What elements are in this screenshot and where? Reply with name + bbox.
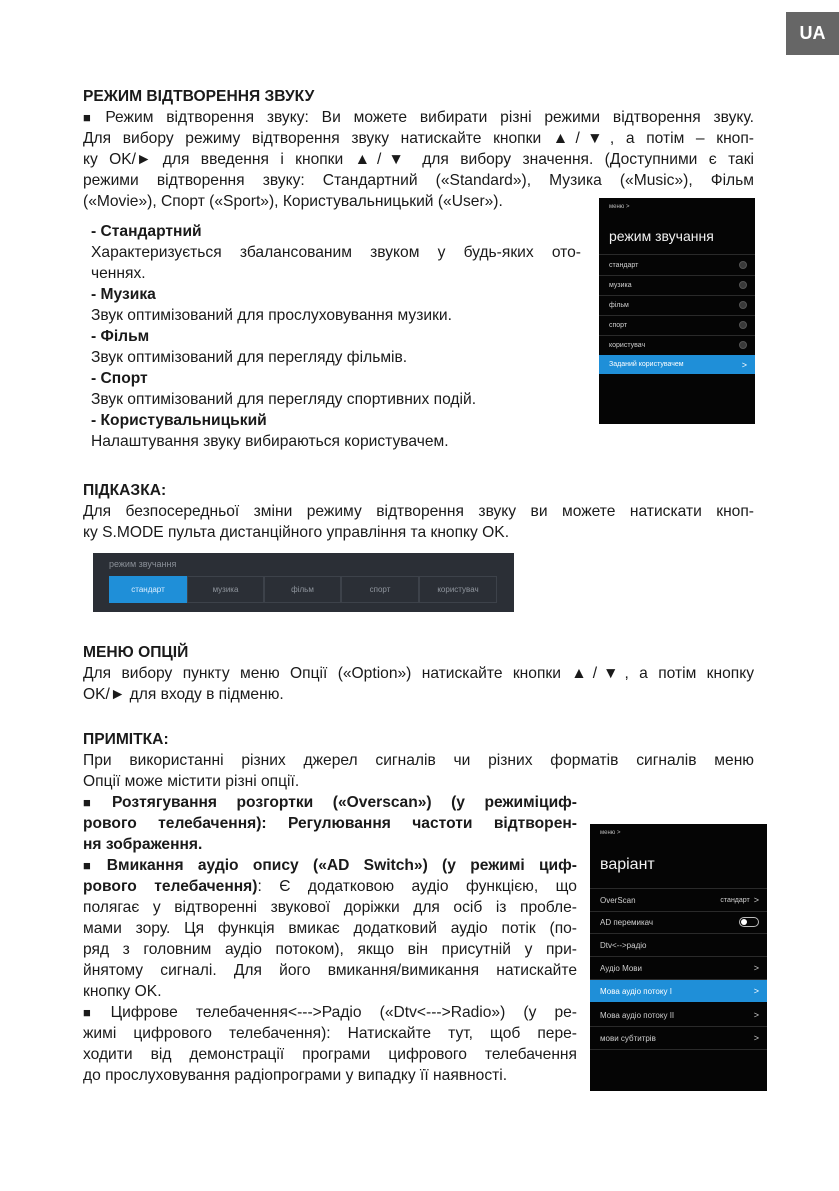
sound-mode-heading: РЕЖИМ ВІДТВОРЕННЯ ЗВУКУ (83, 88, 315, 105)
tip-heading: ПІДКАЗКА: (83, 482, 167, 499)
chevron-right-icon: > (753, 1010, 759, 1020)
menu-item[interactable] (599, 254, 755, 276)
note-heading: ПРИМІТКА: (83, 731, 169, 748)
options-line: Для вибору пункту меню Опції («Option») натискайте кнопки ▲/▼, а потім кнопку (83, 665, 754, 682)
dtv-line: до прослуховування радіопрограми у випадку її наявності. (83, 1067, 508, 1084)
mode-desc: ченнях. (91, 265, 146, 282)
option-label: мови субтитрів (600, 1033, 656, 1043)
note-line: Опції може містити різні опції. (83, 773, 300, 790)
option-row-subtitle-languages[interactable] (590, 1027, 767, 1050)
intro-line: Для вибору режиму відтворення звуку натискайте кнопки ▲/▼, а потім – кноп- (83, 130, 754, 147)
sound-mode-list (91, 221, 581, 452)
menu-breadcrumb: меню > (600, 830, 621, 836)
strip-label: режим звучання (109, 559, 177, 569)
chevron-right-icon: > (753, 895, 759, 905)
options-heading: МЕНЮ ОПЦІЙ (83, 644, 189, 661)
chevron-right-icon: > (753, 963, 759, 973)
ad-line: ряд з головним аудіо потоком), якщо він присутній у при- (83, 941, 577, 958)
menu-item-selected[interactable] (599, 355, 755, 374)
tip-section (83, 480, 754, 543)
mode-desc: Характеризується збалансованим звуком у будь-яких ото- (91, 244, 581, 261)
intro-line: ку OK/► для введення і кнопки ▲/▼ для вибору значення. (Доступними є такі (83, 151, 754, 168)
intro-line: («Movie»), Спорт («Sport»), Користувальницький («User»). (83, 193, 503, 210)
strip-option[interactable]: фільм (264, 576, 341, 603)
option-label: Dtv<-->радіо (600, 940, 647, 950)
dtv-line: ходити від демонстрації програми цифрового телебачення (83, 1046, 577, 1063)
mode-title: - Музика (91, 286, 156, 303)
menu-item[interactable] (599, 295, 755, 316)
option-label: AD перемикач (600, 917, 654, 927)
dtv-line: ■ Цифрове телебачення<--->Радіо («Dtv<--->Radio») (у ре- (83, 1002, 577, 1023)
note-section (83, 729, 754, 792)
overscan-line: рового телебачення): Регулювання частоти відтворен- (83, 815, 577, 832)
tip-line: Для безпосередньої зміни режиму відтворення звуку ви можете натискати кноп- (83, 503, 754, 520)
menu-item-label: музика (609, 281, 632, 289)
overscan-line: ня зображення. (83, 836, 203, 853)
ad-text: : Є додатковою аудіо функцією, що (257, 878, 577, 895)
intro-line: ■ Режим відтворення звуку: Ви можете вибирати різні режими відтворення звуку. (83, 107, 754, 128)
menu-item-label: фільм (609, 301, 629, 309)
option-label: Аудіо Мови (600, 963, 643, 973)
strip-option[interactable]: музика (187, 576, 264, 603)
mode-desc: Звук оптимізований для перегляду спортивних подій. (91, 391, 477, 408)
radio-dot-icon (739, 261, 747, 269)
strip-option[interactable]: користувач (419, 576, 497, 603)
menu-item-label: стандарт (609, 261, 639, 269)
overscan-line: ■ Розтягування розгортки («Overscan») (у режиміциф- (83, 792, 577, 813)
menu-item[interactable] (599, 315, 755, 336)
menu-item-label: Заданий користувачем (609, 361, 684, 368)
mode-desc: Звук оптимізований для перегляду фільмів. (91, 349, 408, 366)
mode-desc: Налаштування звуку вибираються користувачем. (91, 433, 449, 450)
strip-option[interactable]: спорт (341, 576, 419, 603)
chevron-right-icon: > (741, 359, 747, 370)
ad-line: полягає у відтворенні звукової доріжки для осіб із пробле- (83, 899, 577, 916)
ad-title-line: ■ Вмикання аудіо опису («AD Switch») (у режимі циф- (83, 855, 577, 876)
menu-item[interactable] (599, 275, 755, 296)
sound-mode-section (83, 86, 754, 212)
dtv-line: жимі цифрового телебачення): Натискайте тут, щоб пере- (83, 1025, 577, 1042)
tip-line: ку S.MODE пульта дистанційного управління та кнопку OK. (83, 524, 510, 541)
option-row-dtv-radio[interactable] (590, 934, 767, 957)
option-label: Мова аудіо потоку II (600, 1010, 675, 1020)
option-label: Мова аудіо потоку I (600, 986, 672, 996)
mode-desc: Звук оптимізований для прослуховування музики. (91, 307, 452, 324)
mode-title: - Фільм (91, 328, 150, 345)
ad-line: кнопку OK. (83, 983, 162, 1000)
options-line: OK/► для входу в підменю. (83, 686, 284, 703)
option-row-ad-switch[interactable] (590, 911, 767, 934)
option-row-overscan[interactable] (590, 888, 767, 912)
language-badge: UA (786, 12, 839, 55)
menu-item-label: користувач (609, 341, 646, 349)
option-value: стандарт (720, 896, 750, 904)
chevron-right-icon: > (753, 1033, 759, 1043)
strip-option[interactable]: стандарт (109, 576, 187, 603)
ad-line: йнятому сигналі. Для його вмикання/вимикання натискайте (83, 962, 577, 979)
mode-title: - Стандартний (91, 223, 202, 240)
option-row-audio-languages[interactable] (590, 957, 767, 980)
intro-line: режими відтворення звуку: Стандартний («Standard»), Музика («Music»), Фільм (83, 172, 754, 189)
sound-mode-menu (599, 198, 755, 424)
options-section (83, 642, 754, 705)
menu-title: варіант (600, 856, 655, 873)
option-row-audio-stream-1[interactable] (590, 980, 767, 1002)
menu-item[interactable] (599, 335, 755, 356)
menu-title: режим звучання (609, 228, 714, 244)
menu-breadcrumb: меню > (609, 204, 630, 210)
menu-item-label: спорт (609, 321, 628, 329)
ad-line: мами зору. Ця функція вмикає додатковий аудіо потік (по- (83, 920, 577, 937)
options-menu (590, 824, 767, 1091)
option-label: OverScan (600, 895, 636, 905)
note-details (83, 792, 577, 1086)
chevron-right-icon: > (753, 986, 759, 996)
radio-dot-icon (739, 321, 747, 329)
note-line: При використанні різних джерел сигналів чи різних форматів сигналів меню (83, 752, 754, 769)
toggle-switch[interactable] (739, 917, 759, 927)
ad-title-tail: рового телебачення) (83, 878, 258, 895)
mode-title: - Користувальницький (91, 412, 267, 429)
option-row-audio-stream-2[interactable] (590, 1004, 767, 1027)
radio-dot-icon (739, 281, 747, 289)
radio-dot-icon (739, 341, 747, 349)
radio-dot-icon (739, 301, 747, 309)
mode-title: - Спорт (91, 370, 148, 387)
ad-line (83, 876, 577, 897)
sound-mode-strip (93, 553, 514, 612)
